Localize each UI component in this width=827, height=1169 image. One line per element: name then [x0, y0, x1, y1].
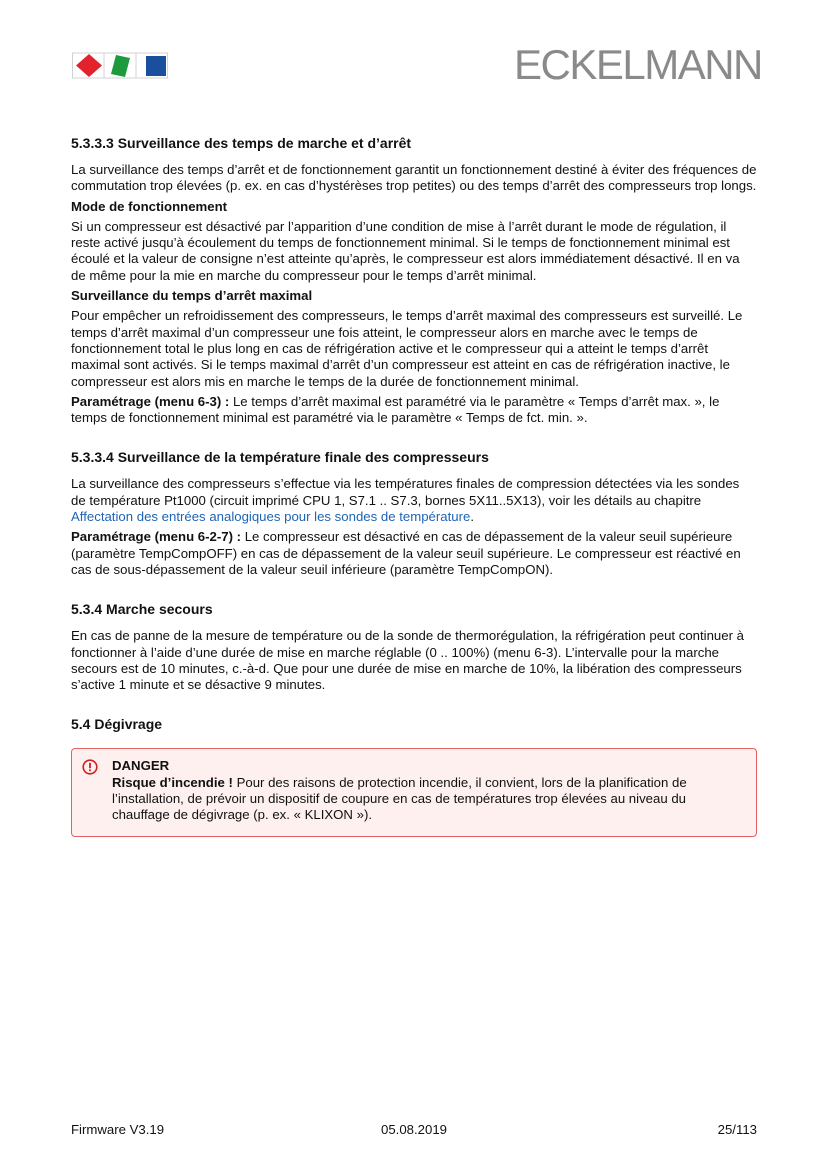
page-footer — [71, 1122, 757, 1138]
paragraph: En cas de panne de la mesure de température ou de la sonde de thermorégulation, la réfrigération peut continuer à fonctionner à l’aide d’une durée de mise en marche réglable (0 .. 100%) (menu 6-3). L’intervalle pour la marche secours est de 10 minutes, c.-à-d. Que pour une durée de mise en marche de 10%, la libération des compresseurs s’active 1 minute et se désactive 9 minutes. — [71, 628, 744, 693]
paragraph-parameter — [71, 529, 757, 578]
danger-description: Pour des raisons de protection incendie, il convient, lors de la planification de l’installation, de prévoir un dispositif de coupure en cas de températures trop élevées au niveau du chauffage de dégivrage (p. ex. « KLIXON »). — [112, 774, 687, 823]
red-diamond — [76, 54, 102, 77]
heading-5-3-3-4: 5.3.3.4 Surveillance de la température finale des compresseurs — [71, 449, 489, 466]
blue-square — [146, 56, 166, 76]
parameter-label: Paramétrage (menu 6-2-7) : — [71, 529, 242, 545]
danger-title: DANGER — [112, 758, 170, 774]
heading-5-3-3-3: 5.3.3.3 Surveillance des temps de marche et d’arrêt — [71, 135, 412, 151]
company-logo — [72, 52, 168, 80]
parameter-label: Paramétrage (menu 6-3) : — [71, 393, 230, 409]
brand-wordmark: ECKELMANN — [514, 41, 762, 88]
danger-text — [112, 775, 744, 824]
danger-label: Risque d’incendie ! — [112, 774, 233, 790]
paragraph-parameter — [71, 394, 757, 427]
page-content — [71, 134, 757, 837]
section-5-4 — [71, 715, 757, 836]
text: . — [470, 509, 474, 525]
parameter-text: Le temps d’arrêt maximal est paramétré via le paramètre « Temps d’arrêt max. », le temps de fonctionnement minimal est paramétré via le paramètre « Temps de fct. min. ». — [71, 393, 720, 426]
section-5-3-4 — [71, 600, 757, 693]
subheading-mode: Mode de fonctionnement — [71, 198, 228, 214]
danger-body — [112, 758, 744, 823]
green-diamond — [111, 55, 130, 77]
heading-5-4: 5.4 Dégivrage — [71, 716, 163, 733]
paragraph: Si un compresseur est désactivé par l’apparition d’une condition de mise à l’arrêt durant le mode de régulation, il reste activé jusqu’à écoulement du temps de fonctionnement minimal. Si le temps de fonctionnement minimal est écoulé et la valeur de consigne n’est atteinte qu’après, le compresseur est alors immédiatement désactivé. Il en va de même pour la mie en marche du compresseur pour le temps d’arrêt minimal. — [71, 218, 740, 283]
paragraph: Pour empêcher un refroidissement des compresseurs, le temps d’arrêt maximal des compresseurs est surveillé. Le temps d’arrêt maximal d’un compresseur une fois atteint, le compresseur alors en marche avec le temps de fonctionnement total le plus long en cas de réfrigération active et le compresseur qui a atteint le temps d’arrêt maximal sont activés. Si le temps maximal d’arrêt d’un compresseur est atteint en cas de réfrigération inactive, le compresseur est alors mis en marche le temps de la durée de fonctionnement minimal. — [71, 308, 743, 389]
parameter-text: Le compresseur est désactivé en cas de dépassement de la valeur seuil supérieure (paramètre TempCompOFF) en cas de dépassement de la valeur seuil supérieure. Le compresseur est réactivé en cas de sous-dépassement de la valeur seuil inférieure (paramètre TempCompON). — [71, 529, 741, 577]
chapter-link[interactable]: Affectation des entrées analogiques pour les sondes de température — [71, 509, 471, 525]
text: La surveillance des compresseurs s’effectue via les températures finales de compression détectées via les sondes de température Pt1000 (circuit imprimé CPU 1, S7.1 .. S7.3, bornes 5X11..5X13), voir les détails au chapitre — [71, 476, 740, 508]
footer-page-number: 25/113 — [717, 1122, 757, 1137]
section-5-3-3-4 — [71, 448, 757, 578]
footer-firmware: Firmware V3.19 — [71, 1122, 165, 1137]
paragraph: La surveillance des temps d’arrêt et de fonctionnement garantit un fonctionnement destiné à éviter des fréquences de commutation trop élevées (p. ex. en cas d’hystérèses trop petites) ou des temps d’arrêt des compresseurs trop longs. — [71, 162, 757, 194]
footer-date: 05.08.2019 — [381, 1122, 448, 1137]
danger-notice — [71, 748, 757, 836]
warning-icon — [82, 759, 98, 775]
subheading-max-stop: Surveillance du temps d’arrêt maximal — [71, 288, 313, 304]
heading-5-3-4: 5.3.4 Marche secours — [71, 601, 213, 618]
paragraph — [71, 476, 757, 525]
